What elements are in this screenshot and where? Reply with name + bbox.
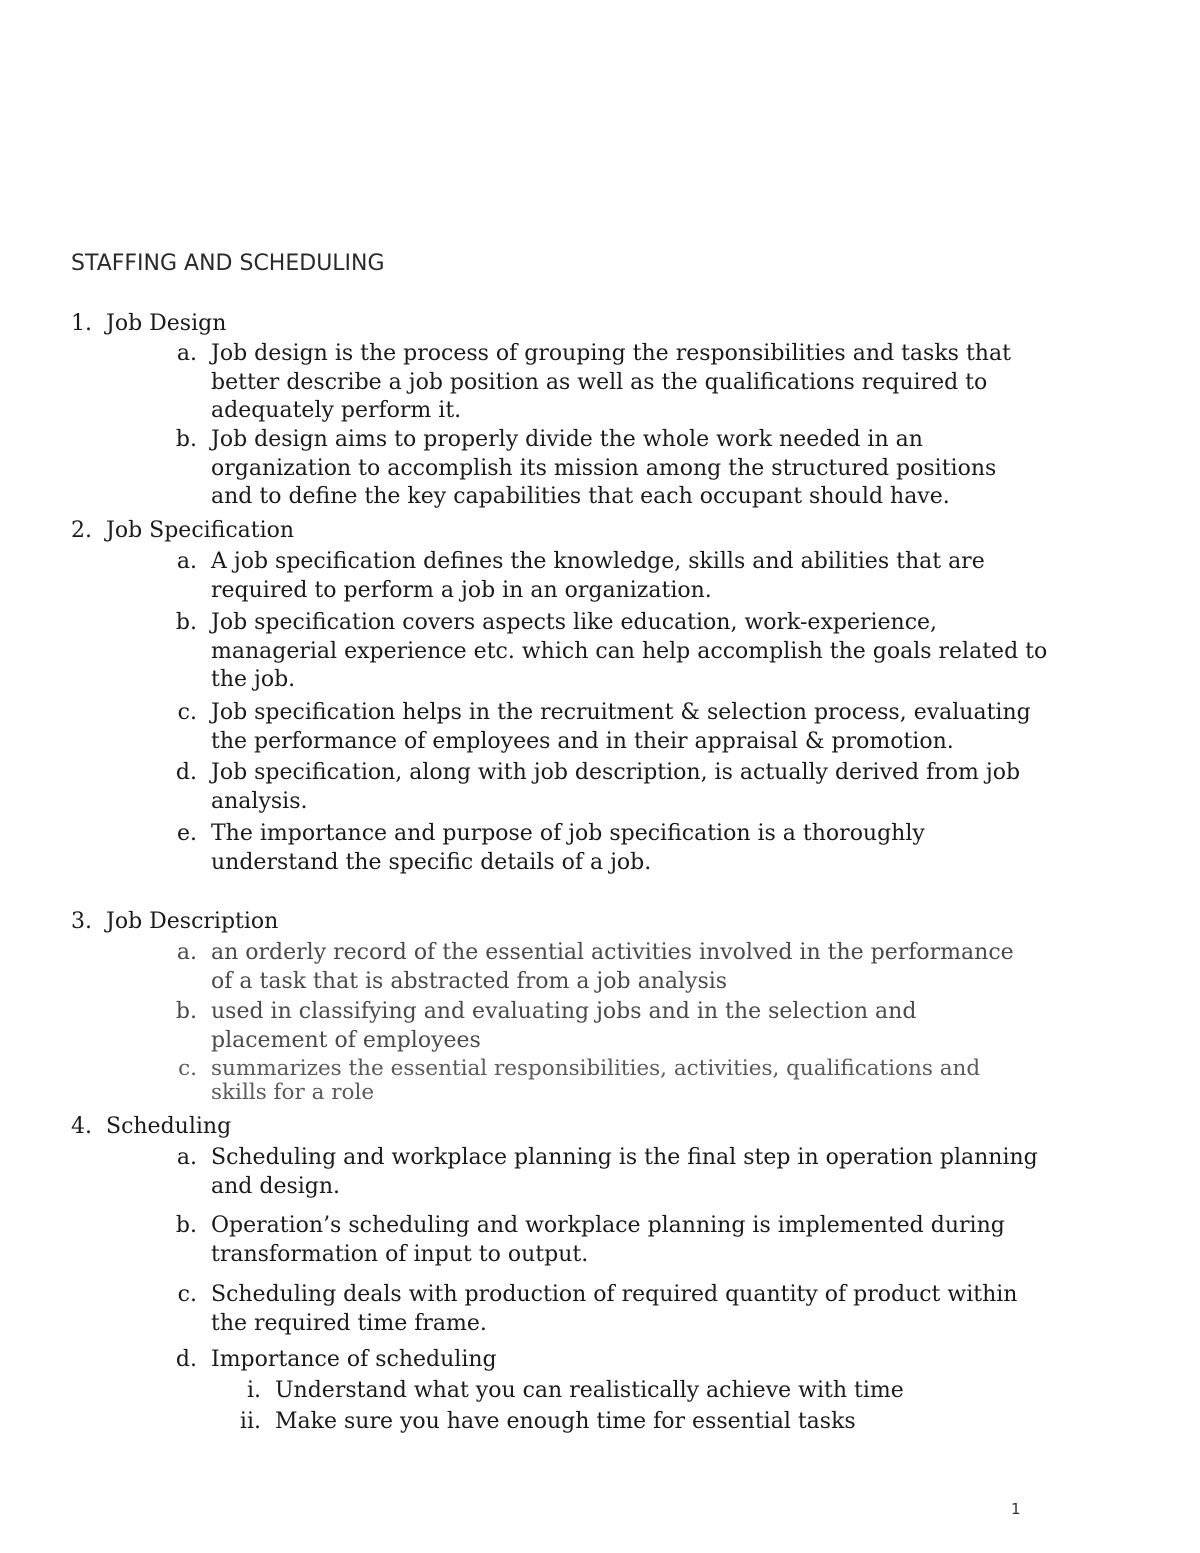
section-heading-job-description bbox=[71, 908, 278, 936]
item-text bbox=[211, 1281, 1121, 1338]
item-text bbox=[211, 1346, 1121, 1375]
text-line: Job design is the process of grouping the responsibilities and tasks that bbox=[211, 341, 1011, 366]
item-label: b. bbox=[175, 427, 197, 452]
item-label: d. bbox=[175, 760, 197, 785]
item-label: c. bbox=[177, 700, 197, 725]
text-line: Scheduling and workplace planning is the final step in operation planning bbox=[211, 1145, 1038, 1170]
section-heading-scheduling bbox=[71, 1113, 231, 1141]
text-line: skills for a role bbox=[211, 1080, 375, 1105]
item-label: a. bbox=[176, 341, 197, 366]
text-line: better describe a job position as well as the qualifications required to bbox=[211, 369, 988, 395]
text-line: used in classifying and evaluating jobs and in the selection and bbox=[211, 999, 917, 1024]
section-number: 1. bbox=[71, 311, 92, 336]
item-label: b. bbox=[175, 610, 197, 635]
item-text bbox=[211, 1144, 1121, 1201]
text-line: the required time frame. bbox=[211, 1310, 487, 1336]
item-text bbox=[211, 759, 1121, 816]
text-line: the performance of employees and in their appraisal & promotion. bbox=[211, 728, 954, 754]
page-number: 1 bbox=[1011, 1500, 1021, 1518]
text-line: and design. bbox=[211, 1173, 341, 1199]
text-line: organization to accomplish its mission among the structured positions bbox=[211, 455, 997, 481]
text-line: adequately perform it. bbox=[211, 398, 462, 423]
item-text bbox=[211, 699, 1121, 756]
text-line: Importance of scheduling bbox=[211, 1347, 497, 1372]
text-line: an orderly record of the essential activities involved in the performance bbox=[211, 940, 1014, 965]
text-line: Scheduling deals with production of required quantity of product within bbox=[211, 1282, 1018, 1307]
text-line: Job specification, along with job description, is actually derived from job bbox=[211, 760, 1021, 785]
item-label: ii. bbox=[239, 1409, 261, 1434]
text-line: and to define the key capabilities that each occupant should have. bbox=[211, 484, 950, 509]
item-label: b. bbox=[175, 999, 197, 1024]
item-text bbox=[211, 609, 1121, 695]
item-text bbox=[211, 939, 1121, 996]
item-text bbox=[211, 548, 1121, 605]
item-label: a. bbox=[176, 549, 197, 574]
item-text bbox=[211, 998, 1121, 1055]
text-line: Job specification covers aspects like education, work-experience, bbox=[211, 610, 938, 635]
item-label: a. bbox=[176, 1145, 197, 1170]
item-text bbox=[211, 820, 1121, 877]
text-line: summarizes the essential responsibilities, activities, qualifications and bbox=[211, 1056, 981, 1081]
item-text: Understand what you can realistically achieve with time bbox=[275, 1378, 904, 1403]
item-text bbox=[211, 1057, 1121, 1105]
item-label: d. bbox=[175, 1347, 197, 1372]
item-text bbox=[211, 1212, 1121, 1269]
document-title: STAFFING AND SCHEDULING bbox=[71, 251, 385, 276]
text-line: A job specification defines the knowledge, skills and abilities that are bbox=[211, 549, 985, 574]
item-label: b. bbox=[175, 1213, 197, 1238]
text-line: Job specification helps in the recruitment & selection process, evaluating bbox=[211, 700, 1031, 725]
text-line: of a task that is abstracted from a job analysis bbox=[211, 968, 728, 994]
text-line: analysis. bbox=[211, 788, 308, 814]
item-text bbox=[211, 426, 1121, 512]
section-number: 3. bbox=[71, 909, 92, 934]
section-number: 2. bbox=[71, 518, 92, 543]
section-title: Job Specification bbox=[106, 518, 295, 543]
text-line: the job. bbox=[211, 667, 296, 692]
item-label: e. bbox=[176, 821, 197, 846]
section-heading-job-design bbox=[71, 310, 226, 338]
text-line: Job design aims to properly divide the whole work needed in an bbox=[211, 427, 923, 452]
text-line: placement of employees bbox=[211, 1027, 481, 1053]
section-heading-job-specification bbox=[71, 517, 294, 545]
text-line: understand the specific details of a job. bbox=[211, 849, 652, 875]
text-line: Operation’s scheduling and workplace planning is implemented during bbox=[211, 1213, 1005, 1238]
item-label: i. bbox=[246, 1378, 261, 1403]
item-label: c. bbox=[178, 1056, 197, 1081]
text-line: transformation of input to output. bbox=[211, 1241, 589, 1267]
text-line: managerial experience etc. which can help accomplish the goals related to bbox=[211, 638, 1048, 664]
section-title: Job Design bbox=[106, 311, 227, 336]
section-title: Job Description bbox=[106, 909, 279, 934]
item-label: a. bbox=[176, 940, 197, 965]
section-title: Scheduling bbox=[106, 1114, 232, 1139]
item-text bbox=[211, 340, 1121, 426]
text-line: required to perform a job in an organization. bbox=[211, 577, 712, 603]
item-label: c. bbox=[177, 1282, 197, 1307]
text-line: The importance and purpose of job specification is a thoroughly bbox=[211, 821, 925, 846]
section-number: 4. bbox=[71, 1114, 92, 1139]
item-text: Make sure you have enough time for essential tasks bbox=[275, 1409, 856, 1434]
